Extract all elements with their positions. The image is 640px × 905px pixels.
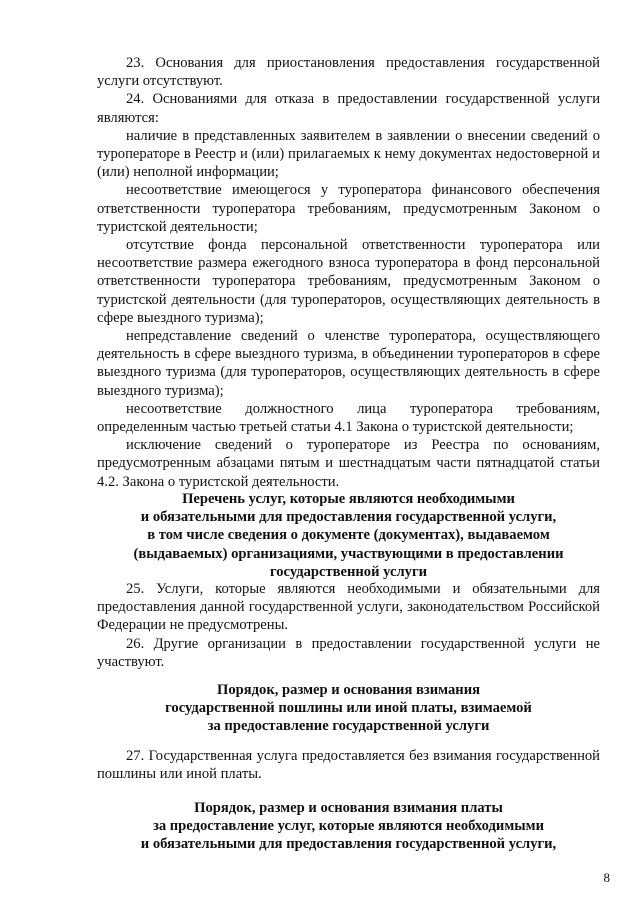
refusal-ground-5: несоответствие должностного лица туроператора требованиям, определенным частью третьей статьи 4.1 Закона о туристской деятельности; (97, 400, 600, 436)
page-number: 8 (603, 870, 610, 885)
heading-line: государственной услуги (269, 563, 428, 580)
heading-line: (выдаваемых) организациями, участвующими в предоставлении (133, 545, 564, 562)
heading-line: Перечень услуг, которые являются необходимыми (182, 491, 515, 507)
paragraph-24: 24. Основаниями для отказа в предоставлении государственной услуги являются: (97, 91, 600, 126)
heading-line: государственной пошлины или иной платы, взимаемой (165, 700, 532, 717)
refusal-ground-2: несоответствие имеющегося у туроператора финансового обеспечения ответственности туроператора требованиям, предусмотренным Законом о туристской деятельности; (97, 182, 600, 235)
heading-required-services (97, 490, 600, 581)
heading-line: Порядок, размер и основания взимания (216, 682, 480, 698)
fee-section (97, 747, 600, 783)
heading-line: и обязательными для предоставления государственной услуги, (140, 509, 557, 526)
heading-line: Порядок, размер и основания взимания платы (194, 800, 503, 816)
paragraph-27: 27. Государственная услуга предоставляется без взимания государственной пошлины или иной платы. (97, 748, 600, 783)
grounds-section (97, 54, 600, 491)
paragraph-26: 26. Другие организации в предоставлении государственной услуги не участвуют. (97, 635, 600, 670)
heading-line: за предоставление государственной услуги (207, 718, 490, 735)
paragraph-23: 23. Основания для приостановления предоставления государственной услуги отсутствуют. (97, 55, 600, 90)
heading-line: и обязательными для предоставления государственной услуги, (140, 836, 557, 853)
refusal-ground-1: наличие в представленных заявителем в заявлении о внесении сведений о туроператоре в Реестр и (или) прилагаемых к нему документах недостоверной и (или) неполной информации; (97, 127, 600, 181)
refusal-ground-4: непредставление сведений о членстве туроператора, осуществляющего деятельность в сфере выездного туризма, в объединении туроператоров в сфере выездного туризма (для туроператоров, осуществляющих деятельность в сфере выездного туризма); (97, 328, 600, 399)
paragraph-25: 25. Услуги, которые являются необходимыми и обязательными для предоставления данной государственной услуги, законодательством Российской Федерации не предусмотрены. (97, 581, 600, 634)
services-section (97, 580, 600, 671)
heading-line: за предоставление услуг, которые являются необходимыми (152, 818, 545, 835)
refusal-ground-6: исключение сведений о туроператоре из Реестра по основаниям, предусмотренным абзацами пятым и шестнадцатым части пятнадцатой статьи 4.2. Закона о туристской деятельности. (97, 437, 600, 490)
refusal-ground-3: отсутствие фонда персональной ответственности туроператора или несоответствие размера ежегодного взноса туроператора в фонд персональной ответственности туроператора требованиям, предусмотренным Законом о туристской деятельности (для туроператоров, осуществляющих деятельность в сфере выездного туризма); (97, 237, 600, 326)
heading-line: в том числе сведения о документе (документах), выдаваемом (147, 527, 550, 544)
heading-state-fee (97, 681, 600, 736)
heading-payment (97, 799, 600, 854)
